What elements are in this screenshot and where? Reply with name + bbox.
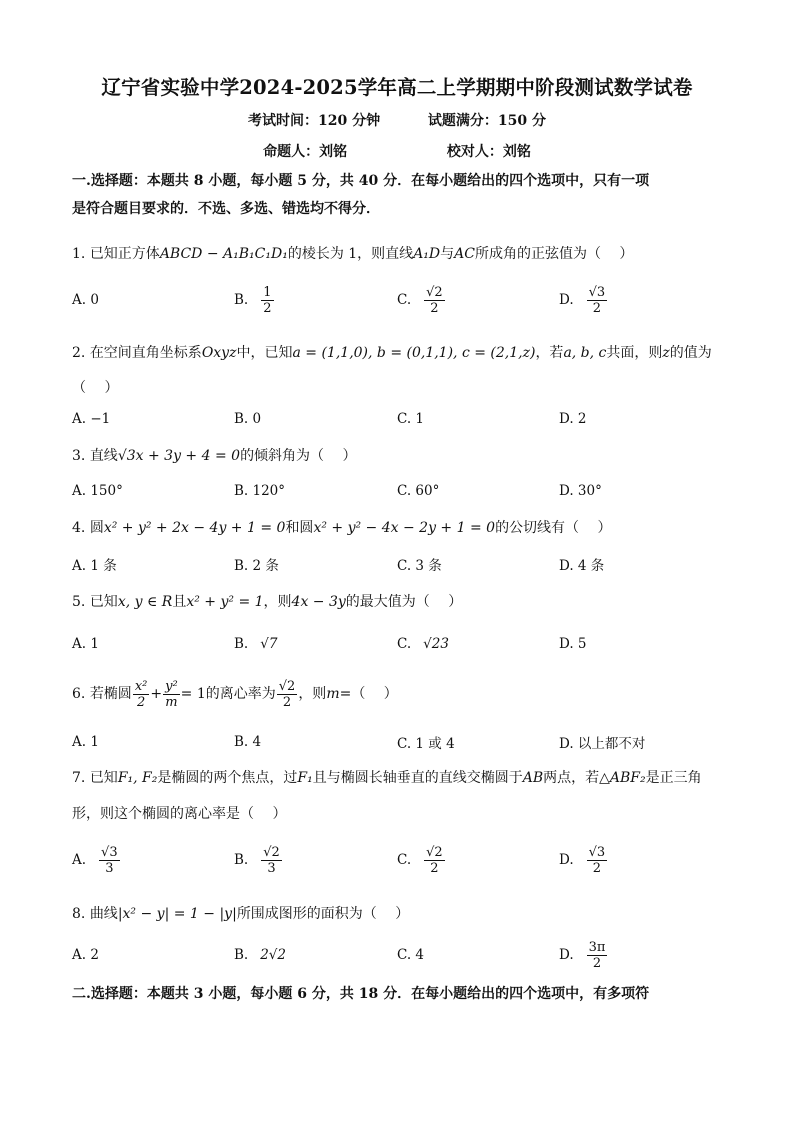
question-6 (72, 674, 722, 714)
numerator: x² (134, 678, 148, 694)
option-label: B. 120° (234, 483, 286, 499)
numerator: √3 (588, 284, 606, 300)
question-text: 已知 (89, 770, 118, 786)
question-8 (72, 904, 722, 924)
option-d[interactable] (559, 627, 587, 661)
numerator: √2 (426, 284, 443, 300)
question-6-options (72, 725, 722, 759)
math-expr: + (150, 686, 163, 702)
fraction (587, 285, 608, 316)
fraction (261, 285, 273, 316)
question-1-options (72, 283, 722, 317)
option-b[interactable] (234, 725, 261, 759)
question-number: 2. (72, 345, 86, 361)
option-label: A. (72, 852, 87, 868)
exam-time: 考试时间：120 分钟 (248, 113, 381, 129)
numerator: √3 (588, 844, 606, 860)
option-label: A. −1 (72, 411, 111, 427)
option-label: C. (397, 852, 412, 868)
question-number: 5. (72, 594, 86, 610)
math-expr: x² + y² + 2x − 4y + 1 = 0 (103, 520, 286, 536)
option-label: B. 0 (234, 411, 262, 427)
fraction (424, 845, 445, 876)
question-7-options (72, 843, 722, 877)
option-label: C. (397, 292, 412, 308)
option-a[interactable] (72, 283, 99, 317)
fraction (587, 940, 608, 971)
option-label: C. (397, 636, 412, 652)
numerator: √2 (263, 844, 280, 860)
question-text: 的公切线有（ ） (495, 520, 612, 536)
option-a[interactable] (72, 547, 117, 581)
question-8-options (72, 938, 722, 972)
question-text: 的棱长为 1，则直线 (287, 246, 414, 262)
math-expr: A₁D (413, 246, 441, 262)
option-label: A. 1 (72, 636, 99, 652)
question-text: ，则 (298, 686, 327, 702)
section-2-heading (72, 980, 722, 1008)
option-label: C. 60° (397, 483, 440, 499)
option-label: B. (234, 636, 249, 652)
question-text: 与 (440, 246, 455, 262)
option-label: C. 3 条 (397, 558, 442, 574)
question-text: 曲线 (89, 906, 118, 922)
question-number: 8. (72, 906, 86, 922)
option-label: B. 4 (234, 734, 262, 750)
question-text: 若椭圆 (89, 686, 132, 702)
option-label: B. (234, 852, 249, 868)
math-expr: √23 (423, 636, 449, 652)
math-expr: a, b, c (563, 345, 607, 361)
question-number: 3. (72, 448, 86, 464)
question-text: ，则 (263, 594, 292, 610)
question-2-options (72, 402, 722, 436)
question-5-options (72, 627, 722, 661)
section-1-heading (72, 167, 722, 223)
fraction (163, 679, 180, 710)
question-4-options (72, 547, 722, 581)
option-c[interactable] (397, 474, 439, 508)
math-expr: 2√2 (260, 947, 286, 963)
option-b[interactable] (234, 843, 283, 877)
option-label: C. 1 (397, 411, 425, 427)
question-text: 是正三角 (645, 770, 702, 786)
option-label: D. (559, 852, 574, 868)
option-b[interactable] (234, 283, 275, 317)
question-text: 且 (172, 594, 187, 610)
question-text: 已知正方体 (89, 246, 160, 262)
question-1 (72, 244, 722, 264)
option-d[interactable] (559, 402, 587, 436)
numerator: 3π (588, 939, 606, 955)
question-text: 的最大值为（ ） (345, 594, 463, 610)
question-text: 中，已知 (236, 345, 293, 361)
question-7-line-2: 形，则这个椭圆的离心率是（ ） (72, 806, 287, 822)
question-text: 的值为 (669, 345, 712, 361)
question-number: 4. (72, 520, 86, 536)
option-label: A. 1 (72, 734, 99, 750)
exam-score: 试题满分：150 分 (427, 113, 546, 129)
math-expr: z (662, 345, 670, 361)
fraction (277, 679, 298, 710)
numerator: y² (165, 678, 178, 694)
math-expr: a = (1,1,0), b = (0,1,1), c = (2,1,z) (292, 345, 536, 361)
option-label: A. 2 (72, 947, 99, 963)
math-expr: △ABF₂ (599, 770, 646, 786)
fraction (133, 679, 150, 710)
math-expr: Oxyz (201, 345, 237, 361)
question-text: 共面，则 (606, 345, 663, 361)
option-label: C. 4 (397, 947, 425, 963)
question-text: 所围成图形的面积为（ ） (236, 906, 410, 922)
option-b[interactable] (234, 474, 285, 508)
option-label: D. 2 (559, 411, 587, 427)
math-expr: |x² − y| = 1 − |y| (117, 906, 237, 922)
question-2-line-2: （ ） (72, 380, 119, 396)
fraction (99, 845, 120, 876)
option-c[interactable] (397, 938, 424, 972)
fraction (424, 285, 445, 316)
math-expr: F₁, F₂ (117, 770, 158, 786)
math-expr: 4x − 3y (291, 594, 346, 610)
option-label: B. 2 条 (234, 558, 279, 574)
exam-info-row (0, 110, 794, 130)
question-text: 圆 (89, 520, 104, 536)
section-1-line-1: 一.选择题：本题共 8 小题，每小题 5 分，共 40 分．在每小题给出的四个选项中，只有一项 (72, 173, 650, 189)
option-label: D. (559, 947, 574, 963)
question-text: 两点，若 (543, 770, 600, 786)
question-number: 6. (72, 686, 86, 702)
question-5 (72, 592, 722, 612)
question-text: 在空间直角坐标系 (89, 345, 202, 361)
question-4 (72, 518, 722, 538)
section-2-line-1: 二.选择题：本题共 3 小题，每小题 6 分，共 18 分．在每小题给出的四个选项中，有多项符 (72, 986, 650, 1002)
option-a[interactable] (72, 627, 99, 661)
math-expr: m (326, 686, 340, 702)
math-expr: = 1 (180, 686, 206, 702)
option-b[interactable] (234, 627, 277, 661)
option-b[interactable] (234, 547, 279, 581)
question-7 (72, 768, 722, 788)
numerator: 1 (263, 284, 272, 300)
fraction (261, 845, 282, 876)
question-text: ，若 (535, 345, 564, 361)
author-row (0, 141, 794, 161)
question-number: 7. (72, 770, 86, 786)
question-3 (72, 446, 722, 466)
option-label: A. 0 (72, 292, 99, 308)
denominator: 3 (267, 860, 276, 876)
option-a[interactable] (72, 725, 99, 759)
math-expr: x² + y² − 4x − 2y + 1 = 0 (313, 520, 496, 536)
option-d[interactable] (559, 938, 608, 972)
option-a[interactable] (72, 938, 99, 972)
option-b[interactable] (234, 402, 261, 436)
option-a[interactable] (72, 843, 121, 877)
option-c[interactable] (397, 627, 449, 661)
option-c[interactable] (397, 547, 442, 581)
option-label: D. 5 (559, 636, 587, 652)
option-c[interactable] (397, 725, 455, 759)
question-2 (72, 343, 722, 363)
question-3-options (72, 474, 722, 508)
denominator: 3 (105, 860, 114, 876)
option-a[interactable] (72, 402, 110, 436)
denominator: 2 (263, 300, 272, 316)
numerator: √2 (426, 844, 443, 860)
denominator: 2 (592, 955, 602, 971)
option-c[interactable] (397, 283, 446, 317)
option-d[interactable] (559, 843, 608, 877)
option-c[interactable] (397, 402, 424, 436)
numerator: √3 (101, 844, 118, 860)
math-expr: F₁ (297, 770, 313, 786)
math-expr: x² + y² = 1 (186, 594, 264, 610)
math-expr: √7 (260, 636, 278, 652)
option-d[interactable] (559, 283, 608, 317)
numerator: √2 (278, 678, 296, 694)
page-title: 辽宁省实验中学2024-2025学年高二上学期期中阶段测试数学试卷 (101, 76, 693, 99)
question-text: 已知 (89, 594, 118, 610)
question-text: 所成角的正弦值为（ ） (474, 246, 634, 262)
option-label: B. (234, 292, 249, 308)
math-expr: AC (454, 246, 475, 262)
question-text: 且与椭圆长轴垂直的直线交椭圆于 (312, 770, 523, 786)
math-expr: √3x + 3y + 4 = 0 (117, 448, 241, 464)
option-d[interactable] (559, 474, 602, 508)
exam-checker: 校对人：刘铭 (446, 144, 531, 160)
question-text: 是椭圆的两个焦点，过 (157, 770, 298, 786)
denominator: 2 (136, 694, 146, 710)
option-label: B. (234, 947, 249, 963)
denominator: 2 (592, 860, 602, 876)
math-expr: x, y ∈ R (117, 594, 173, 610)
denominator: 2 (282, 694, 292, 710)
denominator: 2 (430, 300, 439, 316)
question-text: 的倾斜角为（ ） (240, 448, 357, 464)
denominator: m (165, 694, 178, 710)
option-label: D. 4 条 (559, 558, 605, 574)
option-label: A. 150° (72, 483, 123, 499)
option-d[interactable] (559, 547, 604, 581)
option-label: C. 1 或 4 (397, 736, 455, 752)
fraction (587, 845, 608, 876)
question-text: 和圆 (285, 520, 314, 536)
question-text: 直线 (89, 448, 118, 464)
option-label: D. 30° (559, 483, 602, 499)
question-text: =（ ） (339, 686, 398, 702)
option-b[interactable] (234, 938, 286, 972)
denominator: 2 (592, 300, 602, 316)
section-1-line-2: 是符合题目要求的．不选、多选、错选均不得分． (72, 201, 380, 217)
denominator: 2 (430, 860, 439, 876)
question-number: 1. (72, 246, 86, 262)
question-text: 的离心率为 (205, 686, 276, 702)
exam-author: 命题人：刘铭 (263, 144, 348, 160)
option-label: D. 以上都不对 (559, 736, 646, 752)
option-d[interactable] (559, 725, 645, 759)
option-label: D. (559, 292, 574, 308)
option-a[interactable] (72, 474, 123, 508)
option-c[interactable] (397, 843, 446, 877)
math-expr: ABCD − A₁B₁C₁D₁ (159, 246, 288, 262)
option-label: A. 1 条 (72, 558, 117, 574)
math-expr: AB (522, 770, 544, 786)
